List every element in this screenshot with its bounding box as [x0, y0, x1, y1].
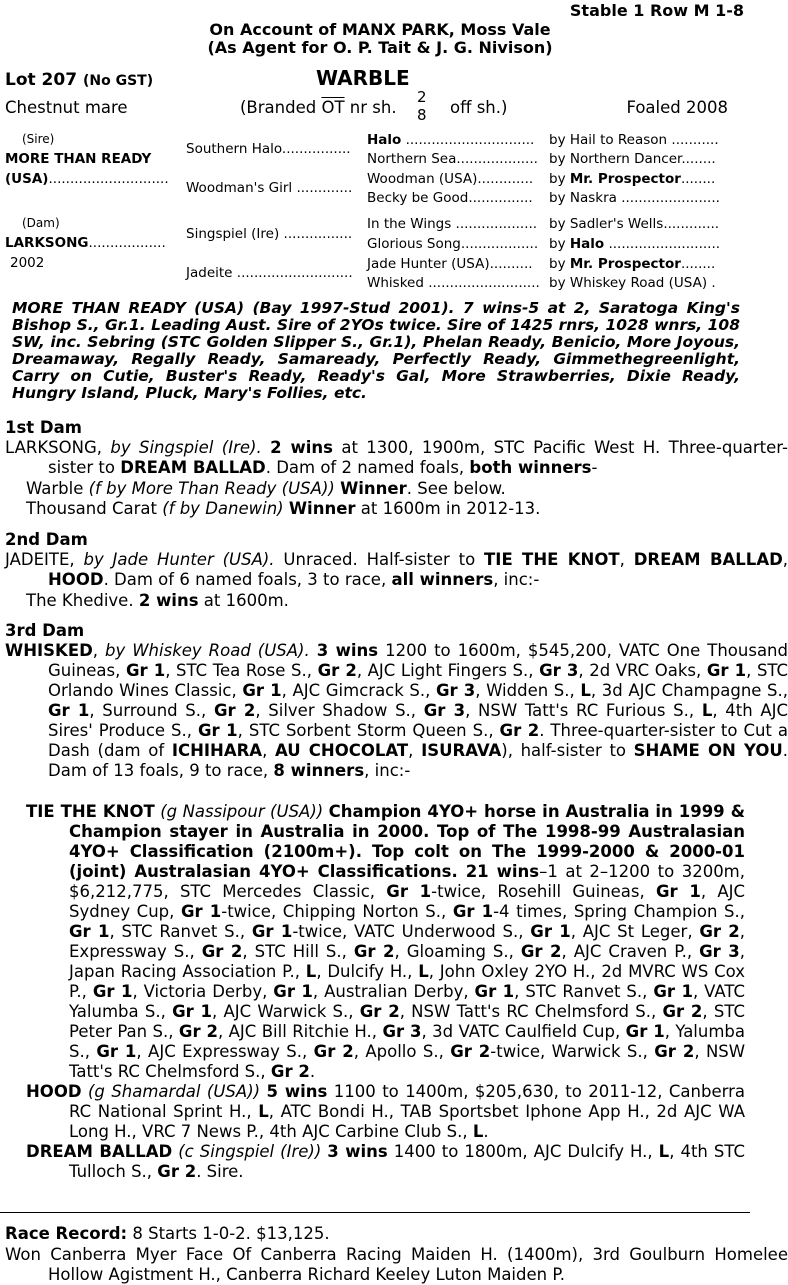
sire-name: MORE THAN READY	[5, 151, 152, 167]
second-dam-foal-1: The Khedive. 2 wins at 1600m.	[26, 591, 289, 610]
brand-after: off sh.)	[450, 98, 508, 117]
progeny-sire: (c Singspiel (Ire))	[178, 1142, 322, 1161]
sire-summary: MORE THAN READY (USA) (Bay 1997-Stud 2001). 7 wins-5 at 2, Saratoga King's Bishop S., Gr.1. Leading Aust. Sire of 2YOs twice. Sire of 1425 rnrs, 1028 wnrs, 108 SW, inc. Sebring (STC Golden Slipper S., Gr.1), Phelan Ready, Benicio, More Joyous, Dreamaway, Regally Ready, Samaready, Perfectly Ready, Gimmethegreenlight, Carry on Cutie, Buster's Ready, Ready's Gal, More Strawberries, Dixie Ready, Hungry Island, Pluck, Mary's Follies, etc.	[12, 299, 740, 402]
third-dam-para: WHISKED, by Whiskey Road (USA). 3 wins 1200 to 1600m, $545,200, VATC One Thousand Guineas, Gr 1, STC Tea Rose S., Gr 2, AJC Light Fingers S., Gr 3, 2d VRC Oaks, Gr 1, STC Orlando Wines Classic, Gr 1, AJC Gimcrack S., Gr 3, Widden S., L, 3d AJC Champagne S., Gr 1, Surround S., Gr 2, Silver Shadow S., Gr 3, NSW Tatt's RC Furious S., L, 4th AJC Sires' Produce S., Gr 1, STC Sorbent Storm Queen S., Gr 2. Three-quarter-sister to Cut a Dash (dam of ICHIHARA, AU CHOCOLAT, ISURAVA), half-sister to SHAME ON YOU. Dam of 13 foals, 9 to race, 8 winners, inc:-	[5, 641, 788, 780]
brand-fraction: 2 8	[417, 88, 427, 124]
gen2-sire-dam: Woodman's Girl .............	[186, 180, 353, 196]
gen2-dam-sire: Singspiel (Ire) ................	[186, 226, 353, 242]
gst-note: (No GST)	[82, 73, 154, 89]
gen3-7: Jade Hunter (USA)..........	[367, 256, 533, 272]
sire-tag: (Sire)	[22, 132, 55, 146]
progeny-wins: 3 wins	[327, 1142, 388, 1161]
gen4-4: by Naskra .......................	[549, 190, 720, 206]
progeny-list	[26, 802, 745, 1182]
gen3-2: Northern Sea...................	[367, 151, 538, 167]
progeny-entry	[26, 802, 745, 1082]
first-dam-para: LARKSONG, by Singspiel (Ire). 2 wins at 1300, 1900m, STC Pacific West H. Three-quarter-sister to DREAM BALLAD. Dam of 2 named foals, both winners-	[5, 438, 788, 477]
second-dam-para: JADEITE, by Jade Hunter (USA). Unraced. Half-sister to TIE THE KNOT, DREAM BALLAD, HOOD. Dam of 6 named foals, 3 to race, all winners, inc:-	[5, 550, 788, 589]
gen4-7: by Mr. Prospector........	[549, 256, 716, 272]
race-record-detail: Won Canberra Myer Face Of Canberra Racing Maiden H. (1400m), 3rd Goulburn Homelee Hollow Agistment H., Canberra Richard Keeley Luton Maiden P.	[5, 1245, 788, 1284]
vendor-line: On Account of MANX PARK, Moss Vale	[209, 20, 551, 39]
horse-name: WARBLE	[316, 66, 410, 90]
gen4-1: by Hail to Reason ...........	[549, 132, 719, 148]
gen3-1: Halo ..............................	[367, 132, 535, 148]
progeny-sire: (g Shamardal (USA))	[87, 1082, 261, 1101]
gen2-dam-dam: Jadeite ...........................	[186, 265, 353, 281]
brand-info: (Branded $\overline{OT}$ nr sh.	[240, 98, 397, 117]
dam-name: LARKSONG..................	[5, 235, 166, 251]
stable-location: Stable 1 Row M 1-8	[569, 1, 744, 20]
gen4-5: by Sadler's Wells.............	[549, 216, 720, 232]
horse-description: Chestnut mare	[5, 98, 128, 117]
gen4-8: by Whiskey Road (USA) .	[549, 275, 716, 291]
gen4-6: by Halo ..........................	[549, 236, 721, 252]
third-dam-heading: 3rd Dam	[5, 621, 85, 640]
progeny-record: 1100 to 1400m, $205,630, to 2011-12, Canberra RC National Sprint H., L, ATC Bondi H., TAB Sportsbet Iphone App H., 2d AJC WA Long H., VRC 7 News P., 4th AJC Carbine Club S., L.	[69, 1082, 746, 1141]
gen3-4: Becky be Good...............	[367, 190, 533, 206]
race-record-summary: Race Record: 8 Starts 1-0-2. $13,125.	[5, 1224, 330, 1243]
gen3-6: Glorious Song..................	[367, 236, 539, 252]
dam-year: 2002	[10, 255, 45, 271]
progeny-sire: (g Nassipour (USA))	[160, 802, 324, 821]
brand-mark: $\overline{OT}$	[321, 98, 345, 117]
gen3-8: Whisked ..........................	[367, 275, 540, 291]
lot-number	[5, 70, 153, 90]
progeny-entry	[26, 1142, 745, 1182]
progeny-name: DREAM BALLAD	[26, 1142, 173, 1161]
dam-tag: (Dam)	[22, 216, 60, 230]
progeny-entry	[26, 1082, 745, 1142]
second-dam-heading: 2nd Dam	[5, 530, 88, 549]
progeny-wins: 21 wins	[465, 862, 540, 881]
progeny-name: TIE THE KNOT	[26, 802, 155, 821]
progeny-wins: 5 wins	[266, 1082, 328, 1101]
first-dam-foal-1: Warble (f by More Than Ready (USA)) Winner. See below.	[26, 479, 506, 498]
gen3-3: Woodman (USA).............	[367, 171, 534, 187]
lot-label: Lot 207	[5, 70, 78, 90]
foaled-year: Foaled 2008	[626, 98, 728, 117]
progeny-record: –1 at 2–1200 to 3200m, $6,212,775, STC Mercedes Classic, Gr 1-twice, Rosehill Guineas, Gr 1, AJC Sydney Cup, Gr 1-twice, Chipping Norton S., Gr 1-4 times, Spring Champion S., Gr 1, STC Ranvet S., Gr 1-twice, VATC Underwood S., Gr 1, AJC St Leger, Gr 2, Expressway S., Gr 2, STC Hill S., Gr 2, Gloaming S., Gr 2, AJC Craven P., Gr 3, Japan Racing Association P., L, Dulcify H., L, John Oxley 2YO H., 2d MVRC WS Cox P., Gr 1, Victoria Derby, Gr 1, Australian Derby, Gr 1, STC Ranvet S., Gr 1, VATC Yalumba S., Gr 1, AJC Warwick S., Gr 2, NSW Tatt's RC Chelmsford S., Gr 2, STC Peter Pan S., Gr 2, AJC Bill Ritchie H., Gr 3, 3d VATC Caulfield Cup, Gr 1, Yalumba S., Gr 1, AJC Expressway S., Gr 2, Apollo S., Gr 2-twice, Warwick S., Gr 2, NSW Tatt's RC Chelmsford S., Gr 2.	[69, 862, 746, 1081]
gen4-3: by Mr. Prospector........	[549, 171, 716, 187]
first-dam-foal-2: Thousand Carat (f by Danewin) Winner at 1600m in 2012-13.	[26, 499, 541, 518]
progeny-record: 1400 to 1800m, AJC Dulcify H., L, 4th STC Tulloch S., Gr 2. Sire.	[69, 1142, 745, 1181]
sire-country: (USA)............................	[5, 171, 169, 187]
gen2-sire-sire: Southern Halo................	[186, 141, 351, 157]
gen3-5: In the Wings ...................	[367, 216, 538, 232]
divider	[0, 1212, 750, 1213]
first-dam-heading: 1st Dam	[5, 418, 82, 437]
gen4-2: by Northern Dancer........	[549, 151, 716, 167]
progeny-name: HOOD	[26, 1082, 82, 1101]
agent-line: (As Agent for O. P. Tait & J. G. Nivison)	[207, 38, 553, 57]
progeny-champion-note: Champion 4YO+ horse in Australia in 1999 & Champion stayer in Australia in 2000. Top of The 1998-99 Australasian 4YO+ Classification (2100m+). Top colt on The 1999-2000 & 2000-01 (joint) Australasian 4YO+ Classifications.	[69, 802, 745, 881]
